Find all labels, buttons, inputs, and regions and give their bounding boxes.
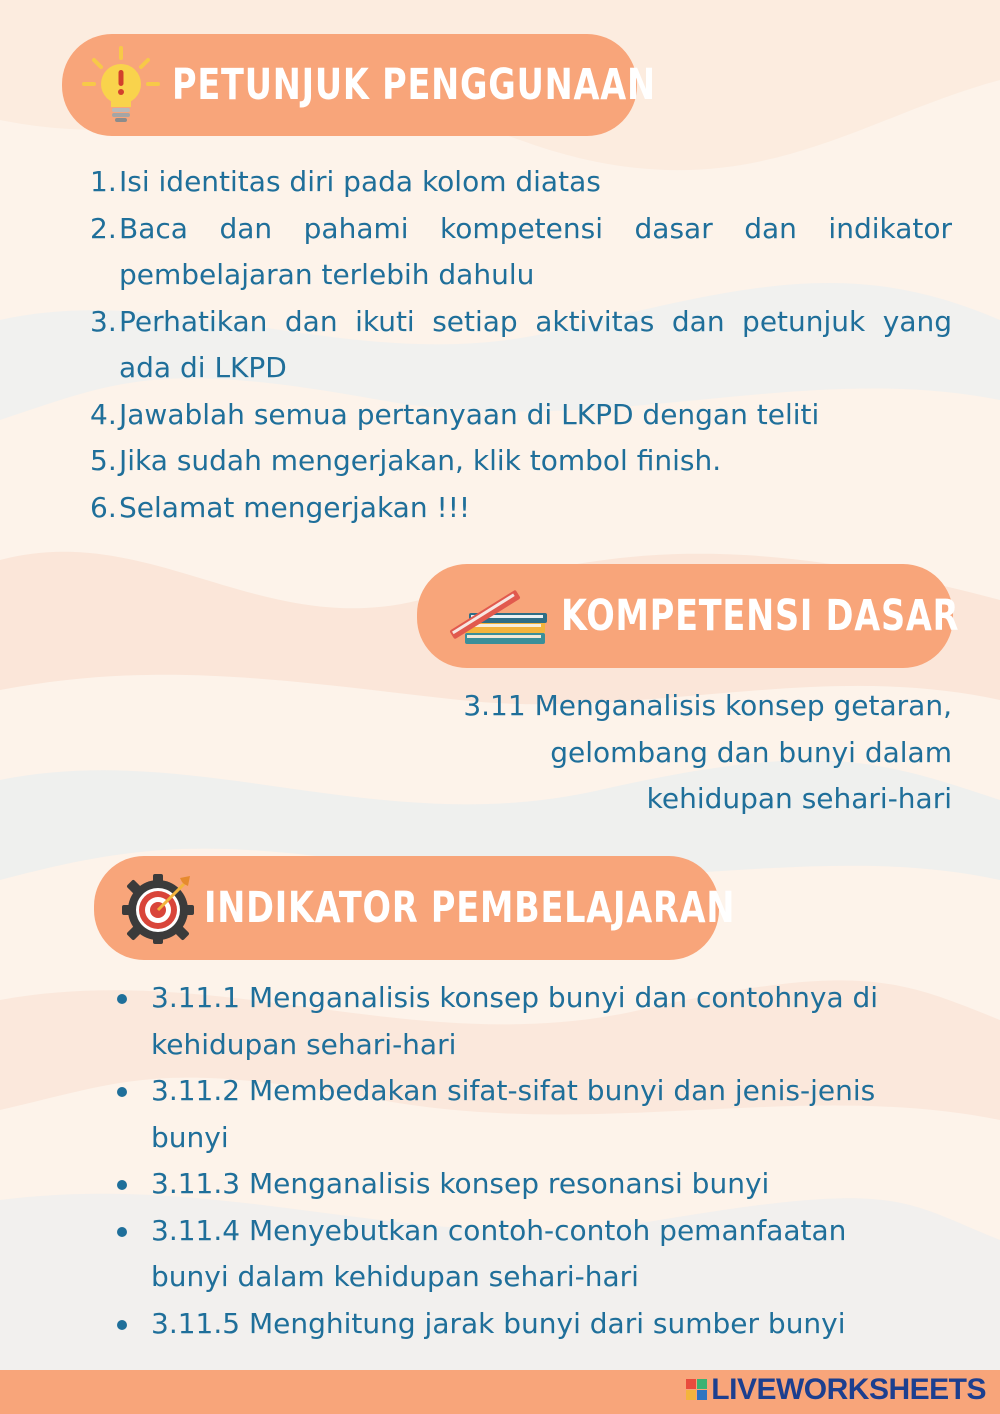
petunjuk-header: [62, 34, 656, 136]
liveworksheets-link[interactable]: [686, 1373, 986, 1407]
bullet-icon: [113, 1068, 151, 1161]
bullet-icon: [113, 1161, 151, 1208]
bullet-icon: [113, 1208, 151, 1301]
list-item: 3.11.1 Menganalisis konsep bunyi dan contohnya di kehidupan sehari-hari: [113, 975, 923, 1068]
list-item: 3. Perhatikan dan ikuti setiap aktivitas dan petunjuk yang ada di LKPD: [90, 304, 952, 384]
kompetensi-line: gelombang dan bunyi dalam: [550, 735, 952, 769]
list-item: 6. Selamat mengerjakan !!!: [90, 490, 471, 524]
lightbulb-icon: [80, 44, 162, 126]
list-item: 3.11.4 Menyebutkan contoh-contoh pemanfaatan bunyi dalam kehidupan sehari-hari: [113, 1208, 923, 1301]
liveworksheets-brand: LIVEWORKSHEETS: [711, 1373, 986, 1406]
list-item: 3.11.5 Menghitung jarak bunyi dari sumber bunyi: [113, 1301, 923, 1348]
indikator-header: [94, 856, 736, 960]
target-gear-icon: [120, 870, 196, 946]
kompetensi-header: [417, 564, 960, 668]
footer-bar: [0, 1370, 1000, 1414]
liveworksheets-logo-icon: [686, 1379, 708, 1401]
list-item: 3.11.3 Menganalisis konsep resonansi bunyi: [113, 1161, 923, 1208]
kompetensi-line: 3.11 Menganalisis konsep getaran,: [463, 689, 952, 722]
petunjuk-title: PETUNJUK PENGGUNAAN: [172, 60, 656, 110]
indikator-title: INDIKATOR PEMBELAJARAN: [204, 883, 736, 933]
books-icon: [443, 581, 547, 651]
kompetensi-title: KOMPETENSI DASAR: [561, 591, 960, 641]
bullet-icon: [113, 1301, 151, 1348]
kompetensi-text: [400, 683, 952, 823]
petunjuk-steps: [90, 159, 952, 531]
list-item: 4. Jawablah semua pertanyaan di LKPD dengan teliti: [90, 397, 820, 431]
list-item: 5. Jika sudah mengerjakan, klik tombol finish.: [90, 444, 722, 477]
kompetensi-line: kehidupan sehari-hari: [646, 782, 952, 815]
list-item: 1. Isi identitas diri pada kolom diatas: [90, 165, 601, 198]
bullet-icon: [113, 975, 151, 1068]
indikator-list: [113, 975, 923, 1347]
list-item: 2. Baca dan pahami kompetensi dasar dan indikator pembelajaran terlebih dahulu: [90, 211, 952, 291]
list-item: 3.11.2 Membedakan sifat-sifat bunyi dan jenis-jenis bunyi: [113, 1068, 923, 1161]
